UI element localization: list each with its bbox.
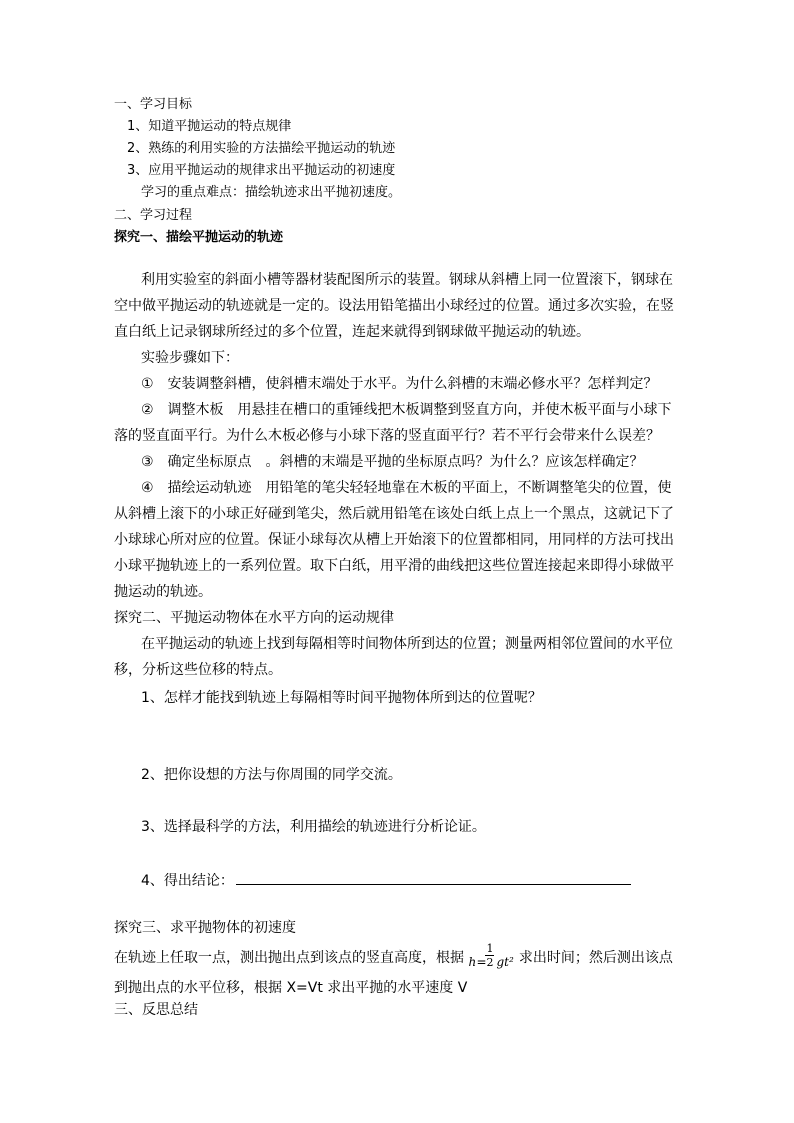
objectives-heading: 一、学习目标 <box>114 97 193 112</box>
free-fall-formula <box>468 942 514 969</box>
step-4-line-3: 小球球心所对应的位置。保证小球每次从槽上开始滚下的位置都相同，用同样的方法可找出 <box>114 532 674 548</box>
inquiry1-intro-line-1: 利用实验室的斜面小槽等器材装配图所示的装置。钢球从斜槽上同一位置滚下，钢球在 <box>141 272 673 288</box>
inquiry1-intro-line-2: 空中做平抛运动的轨迹就是一定的。设法用铅笔描出小球经过的位置。通过多次实验，在竖 <box>114 298 674 314</box>
inquiry3-line-1 <box>114 942 673 969</box>
inquiry1-intro-line-3: 直白纸上记录钢球所经过的多个位置，连起来就得到钢球做平抛运动的轨迹。 <box>114 324 590 340</box>
step-2-line-2: 落的竖直面平行。为什么木板必修与小球下落的竖直面平行？若不平行会带来什么误差？ <box>114 428 660 444</box>
objective-item-1: 1、知道平抛运动的特点规律 <box>127 119 292 134</box>
inquiry2-question-2: 2、把你设想的方法与你周围的同学交流。 <box>141 767 402 783</box>
step-3: ③ 确定坐标原点 。斜槽的末端是平抛的坐标原点吗？为什么？应该怎样确定？ <box>141 454 644 470</box>
inquiry2-question-4 <box>141 870 631 891</box>
key-point: 学习的重点难点：描绘轨迹求出平抛初速度。 <box>141 185 402 200</box>
summary-heading: 三、反思总结 <box>114 1002 198 1018</box>
process-heading: 二、学习过程 <box>114 208 193 223</box>
conclusion-blank-line[interactable] <box>236 870 631 885</box>
inquiry2-question-1: 1、怎样才能找到轨迹上每隔相等时间平抛物体所到达的位置呢？ <box>141 690 542 706</box>
inquiry2-intro-line-1: 在平抛运动的轨迹上找到每隔相等时间物体所到达的位置；测量两相邻位置间的水平位 <box>141 636 673 652</box>
step-1: ① 安装调整斜槽，使斜槽末端处于水平。为什么斜槽的末端必修水平？怎样判定？ <box>141 376 658 392</box>
inquiry2-title: 探究二、平抛运动物体在水平方向的运动规律 <box>114 610 394 626</box>
inquiry2-question-3: 3、选择最科学的方法，利用描绘的轨迹进行分析论证。 <box>141 819 486 835</box>
formula-fraction <box>485 942 494 969</box>
step-4-line-4: 小球平抛轨迹上的一系列位置。取下白纸，用平滑的曲线把这些位置连接起来即得小球做平 <box>114 558 674 574</box>
inquiry1-title: 探究一、描绘平抛运动的轨迹 <box>114 230 284 245</box>
inquiry3-title: 探究三、求平抛物体的初速度 <box>114 920 296 936</box>
conclusion-label: 4、得出结论： <box>141 873 234 889</box>
formula-gt-squared: gt² <box>496 955 514 969</box>
inquiry3-line-2: 到抛出点的水平位移，根据 X=Vt 求出平抛的水平速度 V <box>114 980 468 996</box>
inquiry3-line-1-end: 求出时间；然后测出该点 <box>518 950 673 966</box>
step-4-line-1: ④ 描绘运动轨迹 用铅笔的笔尖轻轻地靠在木板的平面上，不断调整笔尖的位置，使 <box>141 480 672 496</box>
step-2-line-1: ② 调整木板 用悬挂在槽口的重锤线把木板调整到竖直方向，并使木板平面与小球下 <box>141 402 672 418</box>
formula-h: h <box>468 955 477 969</box>
inquiry3-line-1-start: 在轨迹上任取一点，测出抛出点到该点的竖直高度，根据 <box>114 950 464 966</box>
formula-denominator: 2 <box>486 956 494 969</box>
inquiry2-intro-line-2: 移，分析这些位移的特点。 <box>114 662 282 678</box>
formula-numerator: 1 <box>486 942 494 955</box>
step-4-line-5: 抛运动的轨迹。 <box>114 584 212 600</box>
formula-equals: = <box>476 955 487 969</box>
objective-item-3: 3、应用平抛运动的规律求出平抛运动的初速度 <box>127 163 396 178</box>
objective-item-2: 2、熟练的利用实验的方法描绘平抛运动的轨迹 <box>127 141 396 156</box>
step-4-line-2: 从斜槽上滚下的小球正好碰到笔尖，然后就用铅笔在该处白纸上点上一个黑点，这就记下了 <box>114 506 674 522</box>
steps-heading: 实验步骤如下： <box>141 350 239 366</box>
